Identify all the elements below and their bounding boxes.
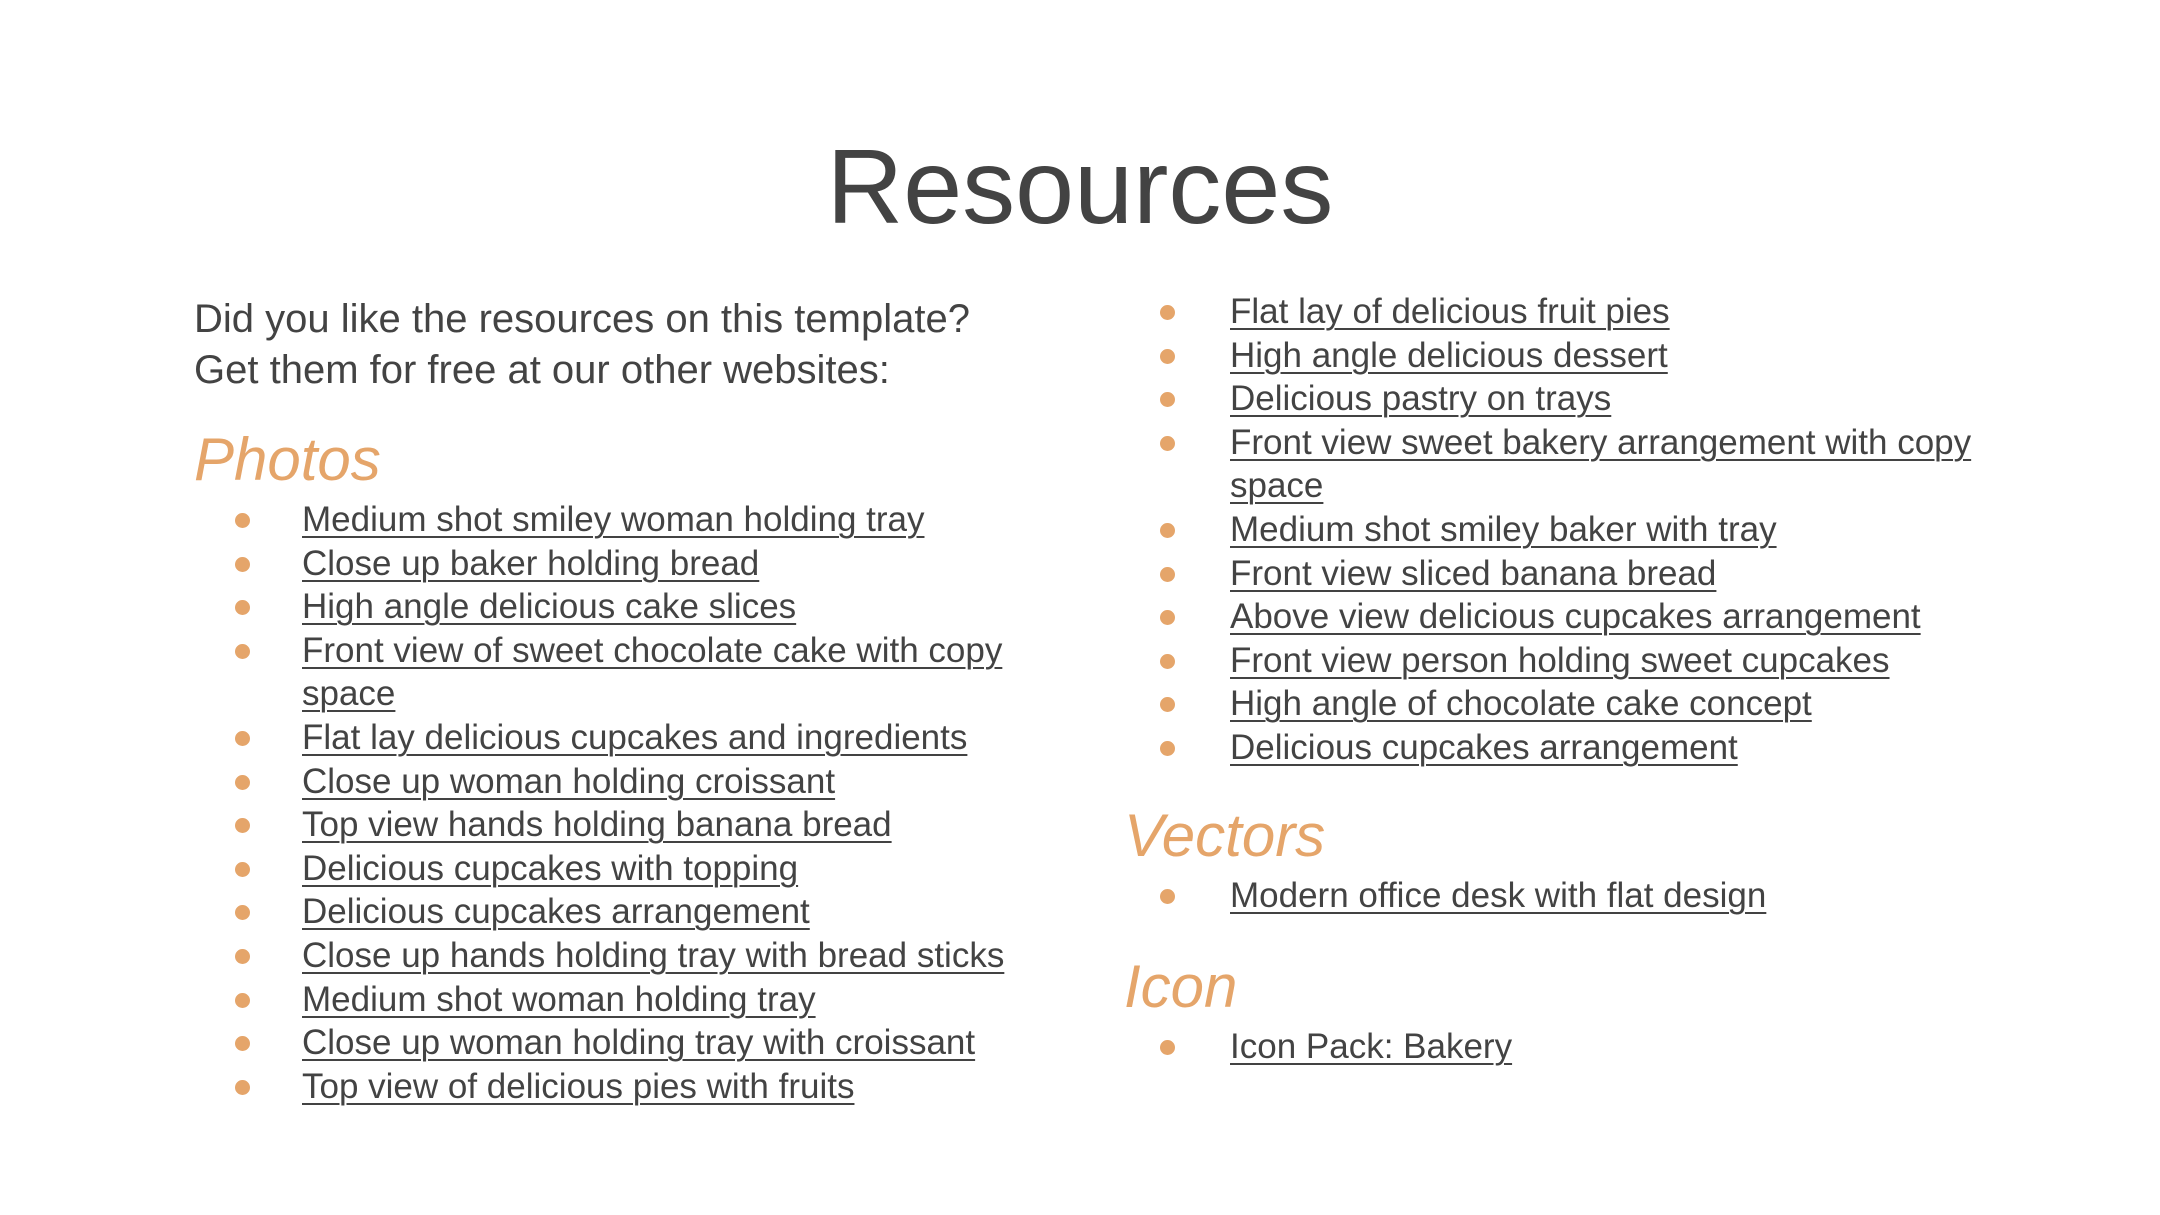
resource-link[interactable]: Close up woman holding tray with croissant <box>302 1023 976 1063</box>
resource-link[interactable]: Flat lay delicious cupcakes and ingredients <box>302 717 968 757</box>
resource-list-item <box>194 542 1074 586</box>
resource-link[interactable]: Medium shot woman holding tray <box>302 979 816 1019</box>
photos-list <box>194 498 1074 1108</box>
intro-line-2: Get them for free at our other websites: <box>194 348 890 392</box>
bullet-icon <box>235 600 250 615</box>
resource-link[interactable]: Flat lay of delicious fruit pies <box>1230 292 1670 331</box>
bullet-icon <box>1160 392 1175 407</box>
resource-list-item <box>1124 1025 2004 1069</box>
bullet-icon <box>1160 349 1175 364</box>
bullet-icon <box>235 818 250 833</box>
resource-link[interactable]: High angle delicious cake slices <box>302 587 797 627</box>
bullet-icon <box>1160 741 1175 756</box>
resource-list-item <box>194 890 1074 934</box>
resource-link[interactable]: Medium shot smiley baker with tray <box>1230 509 1777 549</box>
intro-text <box>194 294 1074 396</box>
resource-list-item <box>1124 639 2004 683</box>
bullet-icon <box>235 949 250 964</box>
bullet-icon <box>1160 610 1175 625</box>
resource-link[interactable]: Modern office desk with flat design <box>1230 875 1767 915</box>
resource-link[interactable]: Front view sweet bakery arrangement with copy space <box>1230 422 1972 506</box>
right-column <box>1124 290 2004 1069</box>
resource-list-item <box>1124 682 2004 726</box>
resource-list-item <box>194 1065 1074 1109</box>
bullet-icon <box>1160 567 1175 582</box>
resource-link[interactable]: Front view of sweet chocolate cake with copy space <box>302 630 1003 714</box>
bullet-icon <box>235 993 250 1008</box>
left-column <box>194 294 1074 1108</box>
bullet-icon <box>235 905 250 920</box>
resource-link[interactable]: Front view sliced banana bread <box>1230 553 1717 593</box>
vectors-heading: Vectors <box>1124 801 1326 869</box>
icons-heading: Icon <box>1124 953 1238 1021</box>
resource-list-item <box>194 934 1074 978</box>
resource-link[interactable]: Delicious cupcakes arrangement <box>302 892 810 932</box>
resource-list-item <box>1124 508 2004 552</box>
vectors-list <box>1124 874 2004 918</box>
resource-list-item <box>1124 334 2004 378</box>
bullet-icon <box>1160 305 1175 320</box>
resource-list-item <box>1124 552 2004 596</box>
photos-heading: Photos <box>194 426 381 493</box>
bullet-icon <box>235 557 250 572</box>
resource-list-item <box>1124 874 2004 918</box>
resource-link[interactable]: Above view delicious cupcakes arrangement <box>1230 597 1921 637</box>
resource-link[interactable]: Delicious pastry on trays <box>1230 379 1612 419</box>
resource-link[interactable]: High angle delicious dessert <box>1230 335 1668 375</box>
bullet-icon <box>1160 436 1175 451</box>
bullet-icon <box>1160 889 1175 904</box>
resource-link[interactable]: Delicious cupcakes arrangement <box>1230 727 1738 767</box>
bullet-icon <box>235 1036 250 1051</box>
bullet-icon <box>235 731 250 746</box>
resource-list-item <box>1124 726 2004 770</box>
bullet-icon <box>1160 654 1175 669</box>
resource-list-item <box>194 716 1074 760</box>
resource-link[interactable]: Close up hands holding tray with bread sticks <box>302 935 1005 975</box>
bullet-icon <box>235 513 250 528</box>
bullet-icon <box>235 862 250 877</box>
bullet-icon <box>235 644 250 659</box>
photos-list-continued <box>1124 290 2004 770</box>
resource-link[interactable]: Top view hands holding banana bread <box>302 805 892 845</box>
icons-list <box>1124 1025 2004 1069</box>
resource-link[interactable]: Top view of delicious pies with fruits <box>302 1066 855 1106</box>
resource-list-item <box>194 498 1074 542</box>
resource-link[interactable]: Front view person holding sweet cupcakes <box>1230 640 1890 680</box>
resource-link[interactable]: High angle of chocolate cake concept <box>1230 684 1812 724</box>
bullet-icon <box>1160 523 1175 538</box>
resource-list-item <box>194 978 1074 1022</box>
page-title: Resources <box>826 128 1334 246</box>
bullet-icon <box>235 1080 250 1095</box>
bullet-icon <box>1160 697 1175 712</box>
bullet-icon <box>235 775 250 790</box>
resource-link[interactable]: Close up baker holding bread <box>302 543 760 583</box>
intro-line-1: Did you like the resources on this template? <box>194 297 970 341</box>
resource-link[interactable]: Icon Pack: Bakery <box>1230 1027 1513 1067</box>
resource-list-item <box>194 585 1074 629</box>
resource-link[interactable]: Close up woman holding croissant <box>302 761 836 801</box>
resource-list-item <box>1124 290 2004 334</box>
resource-link[interactable]: Medium shot smiley woman holding tray <box>302 500 925 539</box>
resource-list-item <box>1124 377 2004 421</box>
bullet-icon <box>1160 1040 1175 1055</box>
resource-link[interactable]: Delicious cupcakes with topping <box>302 848 799 888</box>
resource-list-item <box>194 1021 1074 1065</box>
resource-list-item <box>194 803 1074 847</box>
resource-list-item <box>194 760 1074 804</box>
resource-list-item <box>1124 421 2004 508</box>
resource-list-item <box>1124 595 2004 639</box>
resource-list-item <box>194 847 1074 891</box>
resource-list-item <box>194 629 1074 716</box>
